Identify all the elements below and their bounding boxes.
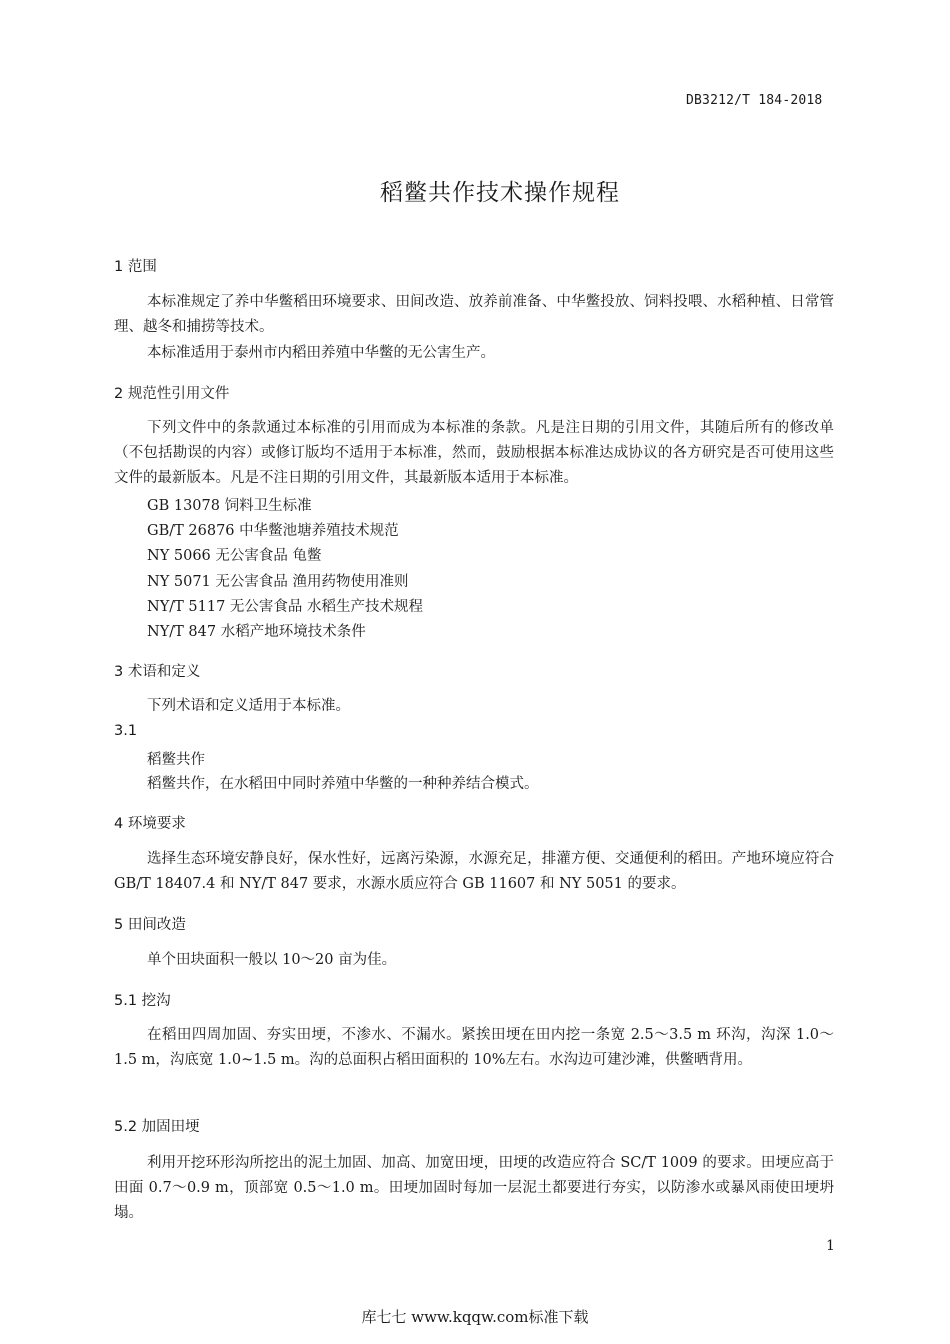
- section-2-heading: 2 规范性引用文件: [114, 386, 230, 402]
- term-number: 3.1: [114, 723, 138, 739]
- section-5-2-paragraph: 利用开挖环形沟所挖出的泥土加固、加高、加宽田埂，田埂的改造应符合 SC/T 1009 的要求。田埂应高于田面 0.7～0.9 m，顶部宽 0.5～1.0 m。田埂加固时每加一层泥土都要进行夯实，以防渗水或暴风雨使田埂坍塌。: [114, 1155, 834, 1221]
- reference-item: NY/T 847 水稻产地环境技术条件: [147, 624, 366, 640]
- term-definition: 稻鳖共作，在水稻田中同时养殖中华鳖的一种种养结合模式。: [147, 776, 539, 792]
- section-3-paragraph-1: 下列术语和定义适用于本标准。: [147, 698, 350, 714]
- reference-item: NY 5066 无公害食品 龟鳖: [147, 548, 322, 564]
- footer-watermark: 库七七 www.kqqw.com标准下载: [361, 1308, 589, 1326]
- section-4-paragraph-1: 选择生态环境安静良好，保水性好，远离污染源，水源充足，排灌方便、交通便利的稻田。产地环境应符合 GB/T 18407.4 和 NY/T 847 要求，水源水质应符合 GB 11607 和 NY 5051 的要求。: [114, 851, 834, 892]
- page-number: 1: [826, 1238, 835, 1254]
- section-2-paragraph-1: 下列文件中的条款通过本标准的引用而成为本标准的条款。凡是注日期的引用文件，其随后所有的修改单（不包括勘误的内容）或修订版均不适用于本标准，然而，鼓励根据本标准达成协议的各方研究是否可使用这些文件的最新版本。凡是不注日期的引用文件，其最新版本适用于本标准。: [114, 420, 834, 486]
- section-3-heading: 3 术语和定义: [114, 664, 201, 680]
- section-5-1-paragraph: 在稻田四周加固、夯实田埂，不渗水、不漏水。紧挨田埂在田内挖一条宽 2.5～3.5 m 环沟，沟深 1.0～1.5 m，沟底宽 1.0~1.5 m。沟的总面积占稻田面积的 10%左右。水沟边可建沙滩，供鳖晒背用。: [114, 1027, 834, 1068]
- section-1-heading: 1 范围: [114, 259, 157, 275]
- section-5-paragraph-1: 单个田块面积一般以 10～20 亩为佳。: [147, 952, 397, 968]
- reference-item: GB/T 26876 中华鳖池塘养殖技术规范: [147, 523, 399, 539]
- term-name: 稻鳖共作: [147, 752, 205, 768]
- section-5-2-heading: 5.2 加固田埂: [114, 1119, 200, 1135]
- section-4-heading: 4 环境要求: [114, 816, 186, 832]
- section-5-heading: 5 田间改造: [114, 917, 186, 933]
- reference-item: NY/T 5117 无公害食品 水稻生产技术规程: [147, 599, 424, 615]
- section-1-paragraph-1: 本标准规定了养中华鳖稻田环境要求、田间改造、放养前准备、中华鳖投放、饲料投喂、水稻种植、日常管理、越冬和捕捞等技术。: [114, 294, 834, 335]
- section-1-paragraph-2: 本标准适用于泰州市内稻田养殖中华鳖的无公害生产。: [147, 345, 495, 361]
- document-title: 稻鳖共作技术操作规程: [380, 180, 620, 206]
- reference-item: NY 5071 无公害食品 渔用药物使用准则: [147, 574, 409, 590]
- document-code: DB3212/T 184-2018: [686, 93, 823, 108]
- reference-item: GB 13078 饲料卫生标准: [147, 498, 312, 514]
- section-5-1-heading: 5.1 挖沟: [114, 993, 171, 1009]
